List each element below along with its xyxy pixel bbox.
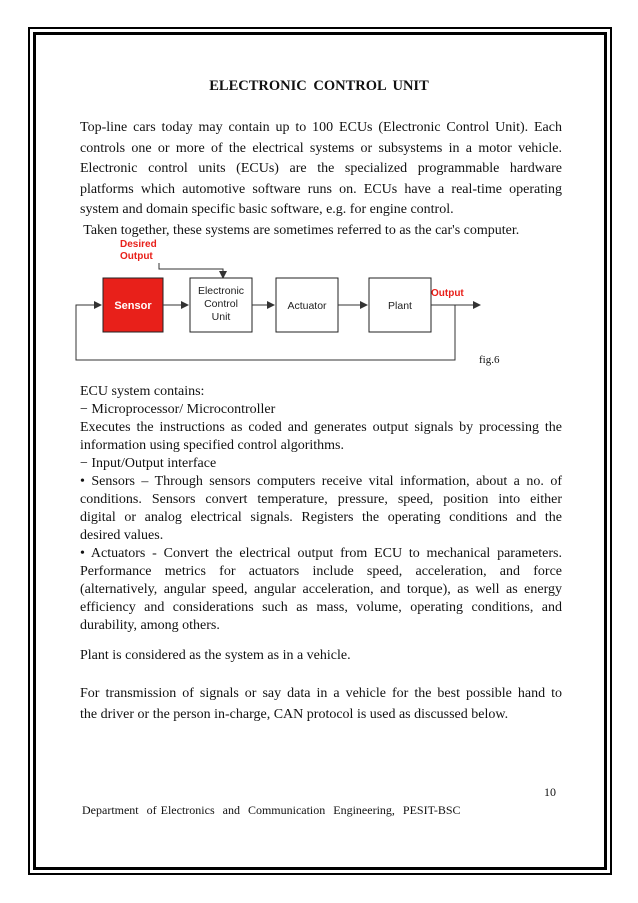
intro-line: controls one or more of the electrical systems or subsystems in a motor vehicle. <box>80 140 562 156</box>
page-title: ELECTRONIC CONTROL UNIT <box>209 78 429 94</box>
desired-output-arrow <box>159 263 223 278</box>
body-line: • Sensors – Through sensors computers receive vital information, about a no. of <box>80 474 562 489</box>
body-line: − Microprocessor/ Microcontroller <box>80 402 276 417</box>
body-line: • Actuators - Convert the electrical output from ECU to mechanical parameters. <box>80 546 562 561</box>
ecu-system-section <box>80 383 562 635</box>
desired-output-label-2: Output <box>120 251 153 262</box>
transmission-paragraph <box>80 684 562 725</box>
intro-paragraph <box>80 118 562 241</box>
actuator-label: Actuator <box>287 300 327 312</box>
ecu-label-1: Electronic <box>197 285 245 297</box>
transmission-line: the driver or the person in-charge, CAN protocol is used as discussed below. <box>80 706 509 722</box>
intro-line: Electronic control units (ECUs) are the specialized programmable hardware <box>80 161 562 176</box>
body-line: desired values. <box>80 528 164 543</box>
body-line: − Input/Output interface <box>80 456 217 471</box>
body-line: efficiency and considerations such as mass, volume, operating conditions, and <box>80 600 562 615</box>
sensor-label: Sensor <box>114 300 152 312</box>
intro-line: system and domain specific basic software, e.g. for engine control. <box>80 202 454 217</box>
intro-line: platforms which automotive software runs on. ECUs have a real-time operating <box>80 181 562 197</box>
body-line: information using specified control algorithms. <box>80 438 345 453</box>
desired-output-label-1: Desired <box>120 239 157 250</box>
body-line: ECU system contains: <box>80 384 205 399</box>
body-line: digital or analog electrical signals. Registers the operating conditions and the <box>80 510 562 525</box>
plant-note: Plant is considered as the system as in a vehicle. <box>80 648 351 663</box>
output-label: Output <box>431 288 464 299</box>
body-line: conditions. Sensors convert temperature, pressure, speed, position into either <box>80 492 562 507</box>
page-number: 10 <box>544 785 556 799</box>
body-line: Executes the instructions as coded and generates output signals by processing the <box>80 420 562 435</box>
intro-line: Top-line cars today may contain up to 100 ECUs (Electronic Control Unit). Each <box>80 120 562 135</box>
body-line: durability, among others. <box>80 618 220 633</box>
body-line: Performance metrics for actuators include speed, acceleration, and force <box>80 564 562 579</box>
page-footer: Department of Electronics and Communication Engineering, PESIT-BSC <box>82 803 461 817</box>
figure-label: fig.6 <box>479 354 500 366</box>
ecu-label-2: Control <box>204 298 238 310</box>
body-line: (alternatively, angular speed, angular acceleration, and torque), as well as energy <box>80 582 562 597</box>
intro-line: Taken together, these systems are sometimes referred to as the car's computer. <box>80 222 520 238</box>
ecu-block-diagram <box>70 236 490 366</box>
plant-label: Plant <box>388 300 412 312</box>
ecu-label-3: Unit <box>211 311 231 323</box>
transmission-line: For transmission of signals or say data in a vehicle for the best possible hand to <box>80 686 562 701</box>
